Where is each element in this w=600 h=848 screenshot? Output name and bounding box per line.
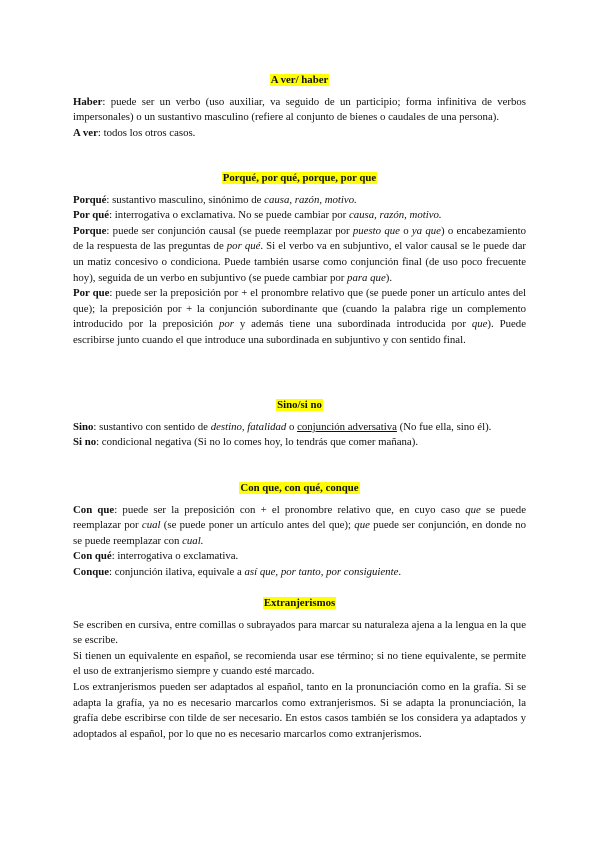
section-heading: A ver/ haber: [270, 74, 329, 86]
paragraph-porque-conjuncion: Porque: puede ser conjunción causal (se puede reemplazar por puesto que o ya que) o encabezamiento de la respuesta de las preguntas de por qué. Si el verbo va en subjuntivo, el valor causal se le puede dar un matiz concesivo o condiciona. Puede también usarse como conjunción final (de uso poco frecuente hoy), seguida de un verbo en subjuntivo (se puede cambiar por para que).: [73, 224, 527, 284]
section-porque: [73, 171, 526, 349]
paragraph-por-que-interrogativa: Por qué: interrogativa o exclamativa. No se puede cambiar por causa, razón, motivo.: [73, 209, 442, 222]
paragraph-con-que: Con que: puede ser la preposición con + el pronombre relativo que, en cuyo caso que se puede reemplazar por cual (se puede poner un artículo antes del que); que puede ser conjunción, en donde no se puede reemplazar con cual.: [73, 503, 526, 547]
section-heading: Sino/si no: [277, 399, 322, 411]
section-conque: [73, 481, 526, 581]
paragraph-conque: Conque: conjunción ilativa, equivale a así que, por tanto, por consiguiente.: [73, 565, 402, 578]
paragraph-con-que-interrogativa: Con qué: interrogativa o exclamativa.: [73, 550, 239, 563]
section-a-ver-haber: [73, 73, 526, 141]
paragraph-equivalente: Si tienen un equivalente en español, se recomienda usar ese término; si no tiene equivalente, se permite el uso de extranjerismo siempre y cuando esté marcado.: [73, 649, 526, 678]
section-sino: [73, 398, 526, 451]
paragraph-a-ver: A ver: todos los otros casos.: [73, 126, 196, 139]
section-extranjerismos: [73, 596, 526, 742]
paragraph-si-no: Si no: condicional negativa (Si no lo comes hoy, lo tendrás que comer mañana).: [73, 436, 419, 449]
paragraph-sino: Sino: sustantivo con sentido de destino, fatalidad o conjunción adversativa (No fue ella, sino él).: [73, 420, 492, 433]
section-heading: Con que, con qué, conque: [240, 482, 359, 494]
paragraph-porque-sustantivo: Porqué: sustantivo masculino, sinónimo de causa, razón, motivo.: [73, 193, 357, 206]
paragraph-adaptados: Los extranjerismos pueden ser adaptados al español, tanto en la pronunciación como en la grafía. Si se adapta la grafía, ya no es necesario marcarlos como extranjerismos. Si se adapta la pronunciación, la grafía debe escribirse con tilde de ser necesario. En estos casos también se los considera ya adaptados y adoptados al español, por lo que no es necesario marcarlos como extranjerismos.: [73, 680, 526, 740]
paragraph-haber: Haber: puede ser un verbo (uso auxiliar, va seguido de un participio; forma infinitiva de verbos impersonales) o un sustantivo masculino (refiere al conjunto de bienes o caudales de una persona).: [73, 95, 526, 124]
section-heading: Extranjerismos: [263, 597, 336, 609]
paragraph-cursiva: Se escriben en cursiva, entre comillas o subrayados para marcar su naturaleza ajena a la lengua en la que se escribe.: [73, 618, 526, 647]
section-heading: Porqué, por qué, porque, por que: [222, 172, 377, 184]
paragraph-por-que-relativo: Por que: puede ser la preposición por + el pronombre relativo que (se puede poner un artículo antes del que); la preposición por + la conjunción subordinante que (cuando la palabra rige un complemento introducido por la preposición por y además tiene una subordinada introducida por que). Puede escribirse junto cuando el que introduce una subordinada en subjuntivo y con sentido final.: [73, 287, 527, 346]
